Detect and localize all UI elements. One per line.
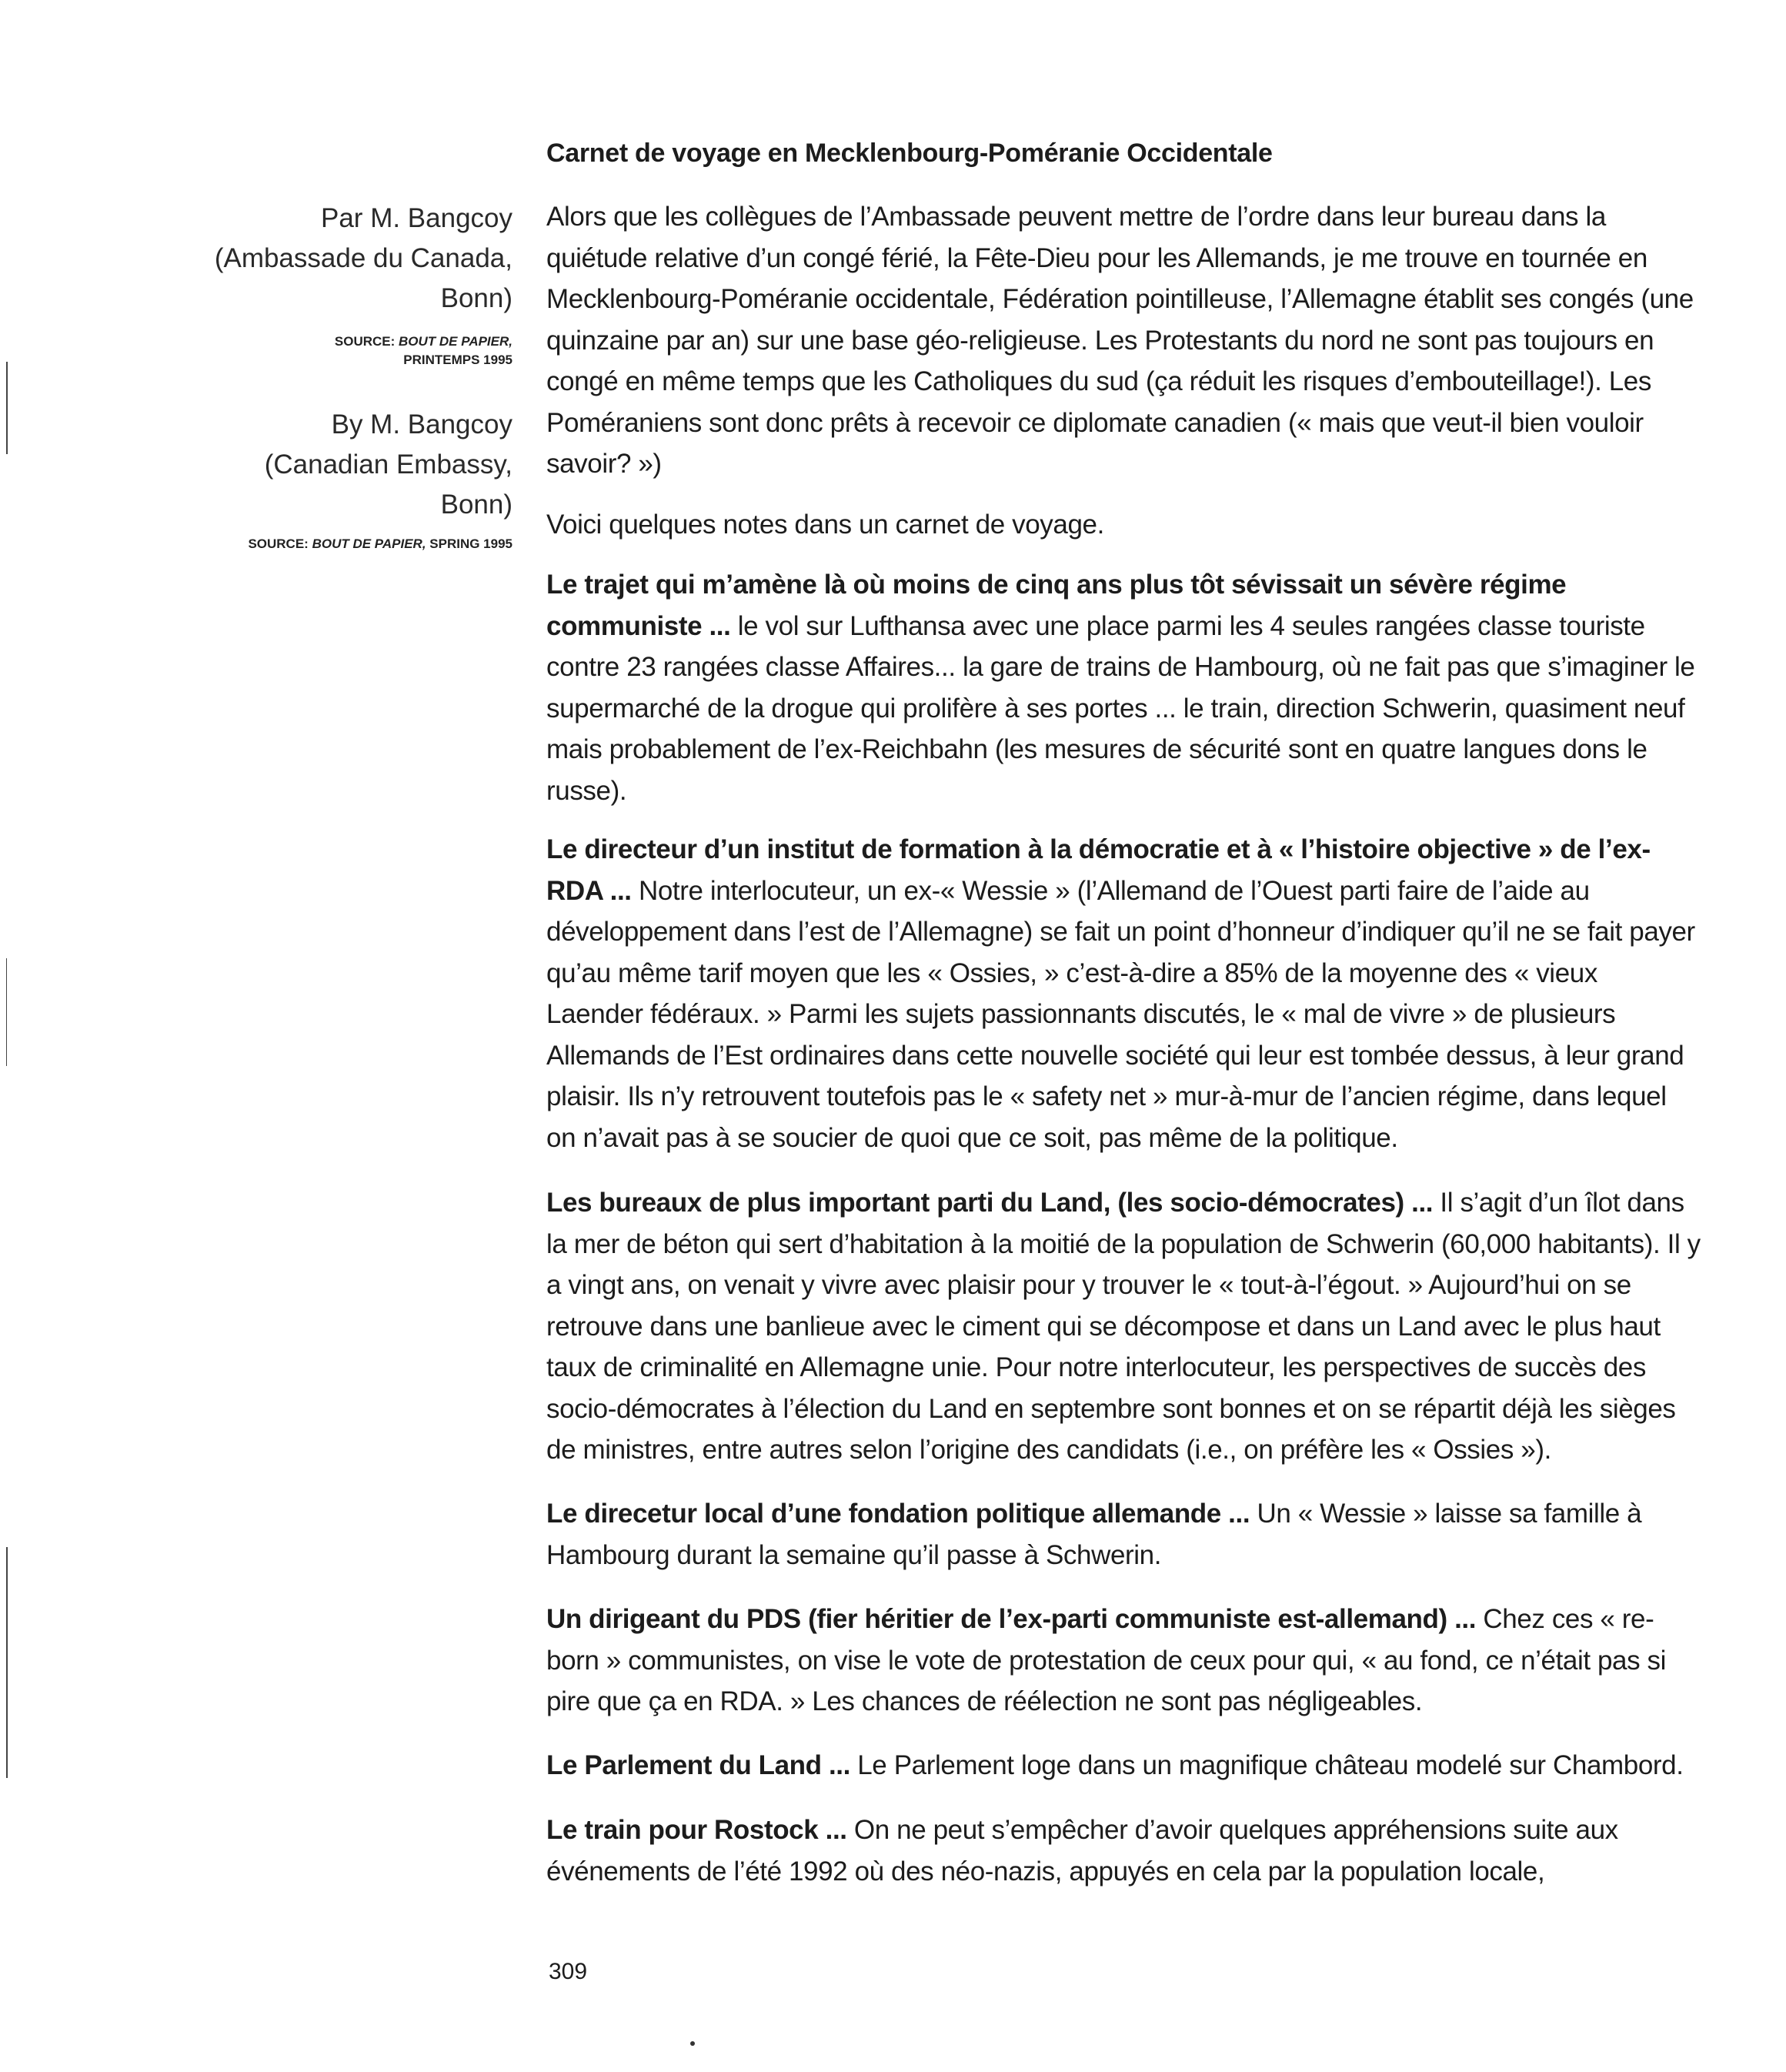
- paragraph: Les bureaux de plus important parti du Land, (les socio-démocrates) ... Il s’agit d’un îlot dans la mer de béton qui sert d’habitation à la moitié de la population de Schwerin (60,000 habitants). Il y a vingt ans, on venait y vivre avec plaisir pour y trouver le « tout-à-l’égout. » Aujourd’hui on se retrouve dans une banlieue avec le ciment qui se décompose et dans un Land avec le plus haut taux de criminalité en Allemagne unie. Pour notre interlocuteur, les perspectives de succès des socio-démocrates à l’élection du Land en septembre sont bonnes et on se répartit déjà les sièges de ministres, entre autres selon l’origine des candidats (i.e., on préfère les « Ossies »).: [546, 1188, 1701, 1465]
- paragraph: Le train pour Rostock ... On ne peut s’empêcher d’avoir quelques appréhensions suite aux événements de l’été 1992 où des néo-nazis, appuyés en cela par la population locale,: [546, 1815, 1618, 1887]
- paragraph: Voici quelques notes dans un carnet de voyage.: [546, 510, 1104, 540]
- byline-english: [265, 405, 512, 525]
- source-note-english: SOURCE: BOUT DE PAPIER, SPRING 1995: [248, 536, 512, 551]
- scan-margin-line: [6, 362, 8, 454]
- paragraph: Un dirigeant du PDS (fier héritier de l’ex-parti communiste est-allemand) ... Chez ces « re-born » communistes, on vise le vote de protestation de ceux pour qui, « au fond, ce n’était pas si pire que ça en RDA. » Les chances de réélection ne sont pas négligeables.: [546, 1604, 1667, 1716]
- paragraph: Le direcetur local d’une fondation politique allemande ... Un « Wessie » laisse sa famille à Hambourg durant la semaine qu’il passe à Schwerin.: [546, 1499, 1642, 1570]
- paragraph: Le directeur d’un institut de formation à la démocratie et à « l’histoire objective » de l’ex-RDA ... Notre interlocuteur, un ex-« Wessie » (l’Allemand de l’Ouest parti faire de l’aide au développement dans l’est de l’Allemagne) se fait un point d’honneur d’indiquer qu’il ne se fait payer qu’au même tarif moyen que les « Ossies, » c’est-à-dire a 85% de la moyenne des « vieux Laender fédéraux. » Parmi les sujets passionnants discutés, le « mal de vivre » de plusieurs Allemands de l’Est ordinaires dans cette nouvelle société qui leur est tombée dessus, à leur grand plaisir. Ils n’y retrouvent toutefois pas le « safety net » mur-à-mur de l’ancien régime, dans lequel on n’avait pas à se soucier de quoi que ce soit, pas même de la politique.: [546, 834, 1695, 1153]
- source-note-french: SOURCE: BOUT DE PAPIER, PRINTEMPS 1995: [334, 334, 512, 367]
- byline-author: By M. Bangcoy: [331, 409, 512, 439]
- byline-affiliation: (Canadian Embassy,: [264, 449, 512, 480]
- byline-affiliation: (Ambassade du Canada,: [214, 243, 512, 273]
- byline-city: Bonn): [440, 283, 512, 313]
- page-number: 309: [549, 1959, 588, 1984]
- byline-french: [215, 199, 512, 319]
- scan-margin-line: [6, 1547, 8, 1778]
- paragraph-intro: Alors que les collègues de l’Ambassade peuvent mettre de l’ordre dans leur bureau dans la quiétude relative d’un congé férié, la Fête-Dieu pour les Allemands, je me trouve en tournée en Mecklenbourg-Poméranie occidentale, Fédération pointilleuse, l’Allemagne établit ses congés (une quinzaine par an) sur une base géo-religieuse. Les Protestants du nord ne sont pas toujours en congé en même temps que les Catholiques du sud (ça réduit les risques d’embouteillage!). Les Poméraniens sont donc prêts à recevoir ce diplomate canadien (« mais que veut-il bien vouloir savoir? »): [546, 202, 1694, 479]
- article-title: Carnet de voyage en Mecklenbourg-Poméranie Occidentale: [546, 139, 1273, 168]
- scan-speck: [690, 2041, 695, 2046]
- byline-city: Bonn): [440, 490, 512, 520]
- paragraph: Le Parlement du Land ... Le Parlement loge dans un magnifique château modelé sur Chambord.: [546, 1750, 1684, 1780]
- scan-margin-line: [6, 958, 7, 1066]
- byline-author: Par M. Bangcoy: [321, 203, 512, 233]
- paragraph: Le trajet qui m’amène là où moins de cinq ans plus tôt sévissait un sévère régime communiste ... le vol sur Lufthansa avec une place parmi les 4 seules rangées classe touriste contre 23 rangées classe Affaires... la gare de trains de Hambourg, où ne fait pas que s’imaginer le supermarché de la drogue qui prolifère à ses portes ... le train, direction Schwerin, quasiment neuf mais probablement de l’ex-Reichbahn (les mesures de sécurité sont en quatre langues dons le russe).: [546, 570, 1695, 806]
